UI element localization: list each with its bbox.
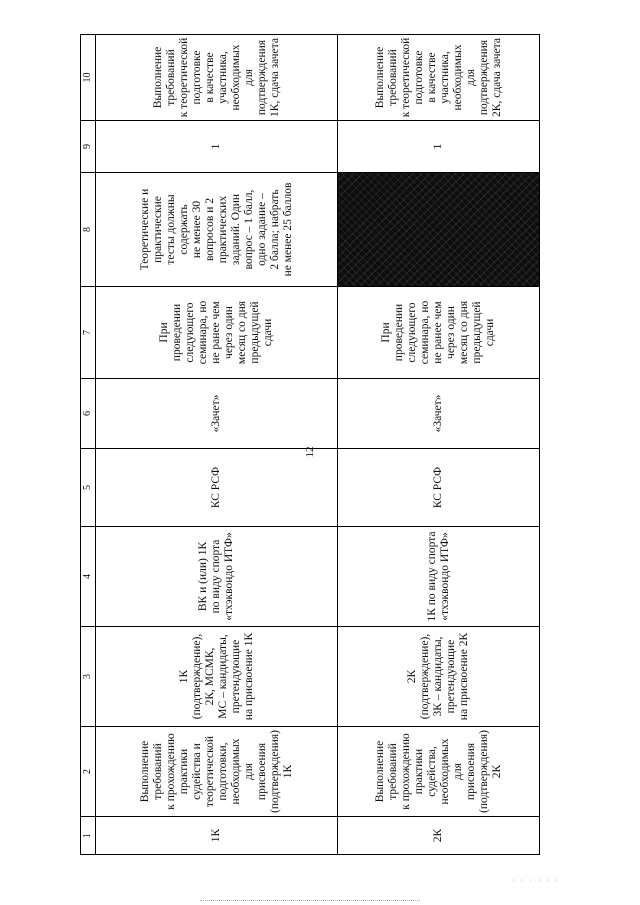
examiners-cell: 1К по виду спорта «тхэквондо ИТФ» bbox=[338, 527, 540, 627]
count-cell: 1 bbox=[96, 121, 338, 173]
column-header: 5 bbox=[81, 449, 96, 527]
column-header: 1 bbox=[81, 817, 96, 855]
table-row bbox=[96, 35, 338, 855]
column-header: 3 bbox=[81, 627, 96, 727]
scan-artifact-line bbox=[200, 900, 420, 902]
result-cell: «Зачет» bbox=[338, 379, 540, 449]
column-header: 4 bbox=[81, 527, 96, 627]
organizer-cell: КС РСФ bbox=[338, 449, 540, 527]
header-row bbox=[81, 35, 96, 855]
participant-cell: Выполнение требований к теоретической подготовке в качестве участника, необходимых для подтверждения 2К, сдача зачета bbox=[338, 35, 540, 121]
column-header: 9 bbox=[81, 121, 96, 173]
column-header: 10 bbox=[81, 35, 96, 121]
scan-artifact-dots: · · · · · · bbox=[512, 876, 560, 885]
column-header: 8 bbox=[81, 173, 96, 287]
category-cell: 1К bbox=[96, 817, 338, 855]
count-cell: 1 bbox=[338, 121, 540, 173]
examiners-cell: ВК и (или) 1К по виду спорта «тхэквондо ИТФ» bbox=[96, 527, 338, 627]
blacked-out-cell bbox=[338, 173, 540, 287]
candidates-cell: 1К (подтверждение), 2К, МСМК, МС – кандидаты, претендующие на присвоение 1К bbox=[96, 627, 338, 727]
requirements-table bbox=[80, 34, 540, 855]
column-header: 2 bbox=[81, 727, 96, 817]
page-number: 12 bbox=[304, 446, 316, 458]
participant-cell: Выполнение требований к теоретической подготовке в качестве участника, необходимых для подтверждения 1К, сдача зачета bbox=[96, 35, 338, 121]
requirement-cell: Выполнение требований к прохождению практики судейства, необходимых для присвоения (подтверждения) 2К bbox=[338, 727, 540, 817]
requirement-cell: Выполнение требований к прохождению практики судейства и теоретической подготовки, необходимых для присвоения (подтверждения) 1К bbox=[96, 727, 338, 817]
retake-cell: При проведении следующего семинара, но не ранее чем через один месяц со дня предыдущей сдачи bbox=[338, 287, 540, 379]
category-cell: 2К bbox=[338, 817, 540, 855]
result-cell: «Зачет» bbox=[96, 379, 338, 449]
retake-cell: При проведении следующего семинара, но не ранее чем через один месяц со дня предыдущей сдачи bbox=[96, 287, 338, 379]
table-row bbox=[338, 35, 540, 855]
tests-cell: Теоретические и практические тесты должны содержать не менее 30 вопросов и 2 практических заданий. Один вопрос – 1 балл, одно задание – 2 балла; набрать не менее 25 баллов bbox=[96, 173, 338, 287]
candidates-cell: 2К (подтверждение), 3К – кандидаты, претендующие на присвоение 2К bbox=[338, 627, 540, 727]
organizer-cell: КС РСФ bbox=[96, 449, 338, 527]
rotated-table-wrapper bbox=[80, 35, 540, 855]
column-header: 7 bbox=[81, 287, 96, 379]
column-header: 6 bbox=[81, 379, 96, 449]
